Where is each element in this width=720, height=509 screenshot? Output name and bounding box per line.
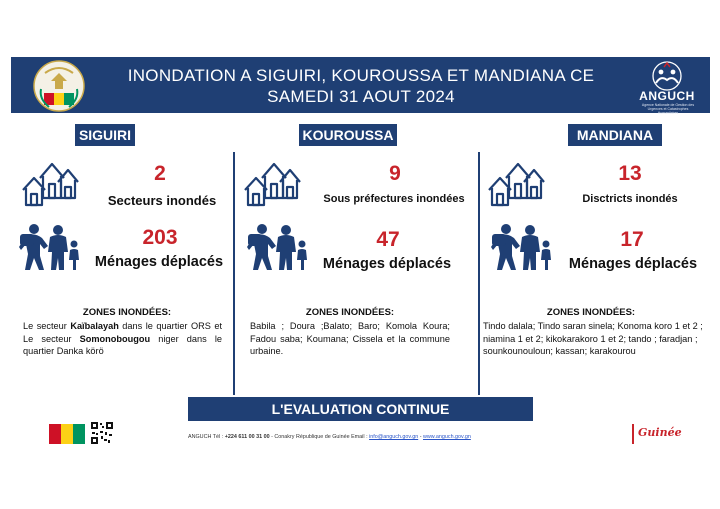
anguch-logo-icon: [635, 61, 699, 91]
kouroussa-zones-title: ZONES INONDÉES:: [305, 307, 395, 318]
footer-org: ANGUCH Tél :: [188, 434, 224, 440]
logo-subtitle: Agence Nationale de Gestion des Urgences et Catastrophes Humanitaires: [641, 103, 695, 115]
guinee-brand-logo: Guinée: [638, 426, 682, 439]
footer-email-link[interactable]: info@anguch.gov.gn: [369, 434, 419, 440]
mandiana-stat2-value: 17: [620, 228, 644, 251]
column-divider: [233, 152, 235, 395]
mandiana-zones-title: ZONES INONDÉES:: [546, 307, 636, 318]
siguiri-stat1-value: 2: [154, 162, 166, 185]
footer-contact: [188, 434, 533, 440]
column-title-kouroussa: KOUROUSSA: [299, 124, 397, 146]
column-divider: [478, 152, 480, 395]
qr-code-icon: [90, 421, 114, 445]
displaced-family-icon: [246, 222, 314, 272]
guinea-flag-icon: [49, 424, 85, 444]
footer-separator: -: [419, 434, 422, 440]
siguiri-stat2-label: Ménages déplacés: [94, 254, 224, 270]
guinea-emblem-icon: [31, 59, 87, 113]
column-title-mandiana: MANDIANA: [568, 124, 662, 146]
displaced-family-icon: [18, 222, 86, 272]
houses-icon: [20, 158, 80, 208]
kouroussa-zones-text: Babila ; Doura ;Balato; Baro; Komola Koura; Fadou saba; Koumana; Cissela et la commune urbaine.: [250, 321, 450, 356]
mandiana-stat1-label: Disctricts inondés: [582, 193, 678, 205]
anguch-logo: [635, 61, 699, 115]
header-banner: [11, 57, 710, 113]
mandiana-stat2-label: Ménages déplacés: [568, 256, 698, 272]
siguiri-stat2-value: 203: [142, 226, 178, 249]
footer-address: - Conakry République de Guinée Email :: [271, 434, 368, 440]
mandiana-stat1-value: 13: [618, 162, 642, 185]
column-title-siguiri: SIGUIRI: [75, 124, 135, 146]
siguiri-zones-title: ZONES INONDÉES:: [82, 307, 172, 318]
kouroussa-stat2-label: Ménages déplacés: [322, 256, 452, 272]
mandiana-zones-text: Tindo dalala; Tindo saran sinela; Konoma koro 1 et 2 ; niamina 1 et 2; kikokarakoro 1 et 2; tando ; faradjan ; sounkounouloun; kassan; karakourou: [483, 321, 703, 356]
siguiri-zones-text: Le secteur Kaïbalayah dans le quartier ORS et Le secteur Somonobougou niger dans le quartier Danka körö: [23, 321, 223, 356]
brand-divider: [632, 424, 634, 444]
kouroussa-stat1-value: 9: [389, 162, 401, 185]
page-title: INONDATION A SIGUIRI, KOUROUSSA ET MANDIANA CE: [127, 66, 595, 85]
footer-website-link[interactable]: www.anguch.gov.gn: [423, 434, 471, 440]
siguiri-stat1-label: Secteurs inondés: [107, 193, 217, 208]
footer-phone: +224 611 00 31 00: [224, 434, 270, 440]
evaluation-banner: L'EVALUATION CONTINUE: [188, 397, 533, 421]
displaced-family-icon: [490, 222, 558, 272]
kouroussa-stat2-value: 47: [376, 228, 400, 251]
kouroussa-stat1-label: Sous préfectures inondées: [323, 193, 465, 205]
page-date: SAMEDI 31 AOUT 2024: [267, 87, 455, 106]
houses-icon: [486, 158, 546, 208]
houses-icon: [242, 158, 302, 208]
logo-text: ANGUCH: [639, 89, 695, 103]
